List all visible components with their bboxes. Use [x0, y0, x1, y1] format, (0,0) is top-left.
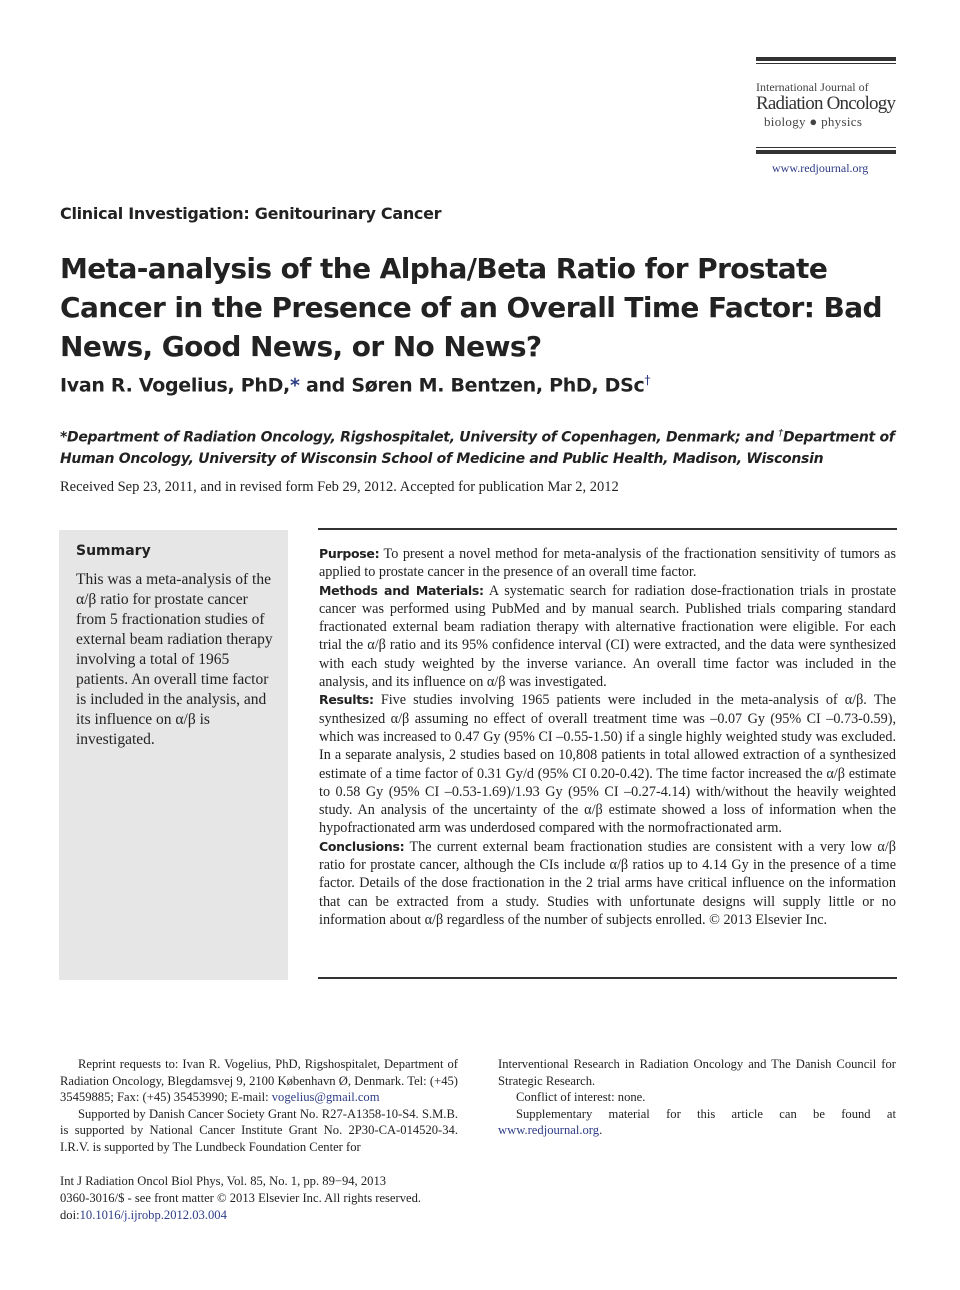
purpose-text: To present a novel method for meta-analysis of the fractionation sensitivity of tumors as applied to prostate cancer in the presence of an overall time factor.	[319, 546, 896, 581]
summary-heading: Summary	[76, 543, 151, 559]
reprint-text: Reprint requests to: Ivan R. Vogelius, PhD, Rigshospitalet, Department of Radiation Oncology, Blegdamsvej 9, 2100 København Ø, Denmark. Tel: (+45) 35459885; Fax: (+45) 35453990; E-mail:	[60, 1057, 458, 1105]
abstract-results	[319, 691, 896, 837]
masthead-rule-bottom	[756, 150, 896, 154]
results-text: Five studies involving 1965 patients were included in the meta-analysis of α/β. The synthesized α/β assuming no effect of overall treatment time was –0.07 Gy (95% CI –0.73-0.59), which was increased to 0.47 Gy (95% CI –0.55-1.50) if a single highly weighted study was excluded. In a separate analysis, 2 studies based on 10,808 patients in total allowed extraction of a synthesized estimate of a time factor of 0.31 Gy/d (95% CI 0.20-0.42). The time factor increased the α/β estimate to 0.58 Gy (95% CI –0.53-1.69)/1.93 Gy (95% CI –0.27-4.14) with/without the heavily weighted study. An analysis of the uncertainty of the α/β estimate showed a loss of information when the hypofractionated arm was underdosed compared with the normofractionated arm.	[319, 692, 896, 837]
support-footnote-continued: Interventional Research in Radiation Oncology and The Danish Council for Strategic Research.	[498, 1057, 896, 1088]
author-affiliation-mark[interactable]: *	[289, 374, 300, 397]
footnotes-right	[498, 1056, 896, 1139]
journal-url-link[interactable]: www.redjournal.org	[772, 161, 869, 175]
masthead-rule-top	[756, 57, 896, 61]
affiliations	[60, 423, 905, 470]
article-title: Meta-analysis of the Alpha/Beta Ratio for Prostate Cancer in the Presence of an Overall Time Factor: Bad News, Good News, or No News?	[60, 252, 882, 363]
conclusions-text: The current external beam fractionation studies are consistent with a very low α/β ratio for prostate cancer, although the CIs include α/β ratios up to 4.14 Gy in the presence of a time factor. Details of the dose fractionation in the 2 trial arms have critical influence on the information that can be extracted from a study. Studies with unfortunate designs will supply little or no information about α/β regardless of the number of subjects enrolled. © 2013 Elsevier Inc.	[319, 838, 896, 928]
journal-name-line2: Radiation Oncology	[756, 93, 896, 114]
author-vogelius: Ivan R. Vogelius, PhD,	[60, 374, 290, 397]
affiliation-part2: Department of Human Oncology, University of Wisconsin School of Medicine and Public Health, Madison, Wisconsin	[60, 429, 895, 467]
abstract-rule-bottom	[318, 977, 897, 979]
doi-link[interactable]: 10.1016/j.ijrobp.2012.03.004	[79, 1207, 227, 1222]
journal-name-line3: biology ● physics	[764, 114, 863, 129]
journal-name-line1: International Journal of	[756, 80, 869, 94]
affiliation-dagger: †	[778, 428, 783, 439]
reprint-footnote	[60, 1056, 458, 1106]
methods-label: Methods and Materials:	[319, 582, 484, 598]
author-bentzen: Søren M. Bentzen, PhD, DSc	[351, 374, 645, 397]
abstract-conclusions	[319, 838, 896, 929]
footnotes-left	[60, 1056, 458, 1156]
author-affiliation-mark[interactable]: †	[644, 373, 651, 387]
received-dates: Received Sep 23, 2011, and in revised form Feb 29, 2012. Accepted for publication Mar 2, 2012	[60, 479, 619, 495]
abstract-rule-top	[318, 528, 897, 530]
supplementary-link[interactable]: www.redjournal.org	[498, 1123, 600, 1138]
citation-journal: Int J Radiation Oncol Biol Phys, Vol. 85, No. 1, pp. 89−94, 2013	[60, 1174, 387, 1188]
summary-text: This was a meta-analysis of the α/β ratio for prostate cancer from 5 fractionation studies of external beam radiation therapy involving a total of 1965 patients. An overall time factor is included in the analysis, and its influence on α/β is investigated.	[76, 571, 273, 748]
supplementary-footnote	[498, 1106, 896, 1139]
masthead-rule-bottom-thin	[756, 147, 896, 148]
supplementary-text: Supplementary material for this article can be found at	[516, 1106, 896, 1121]
citation-doi	[60, 1207, 421, 1224]
affiliation-part1: *Department of Radiation Oncology, Rigshospitalet, University of Copenhagen, Denmark; and	[60, 429, 779, 446]
author-conjunction: and	[299, 374, 352, 397]
abstract-methods	[319, 582, 896, 692]
citation-copyright: 0360-3016/$ - see front matter © 2013 Elsevier Inc. All rights reserved.	[60, 1190, 422, 1205]
abstract-purpose	[319, 545, 896, 582]
supplementary-end: .	[599, 1123, 603, 1138]
citation-block	[60, 1173, 421, 1223]
author-list	[60, 373, 650, 396]
results-label: Results:	[319, 692, 374, 708]
methods-text: A systematic search for radiation dose-fractionation trials in prostate cancer was performed using PubMed and by manual search. Published trials comparing standard fractionated external beam radiation therapy with alternative fractionation were eligible. For each trial the α/β ratio and its 95% confidence interval (CI) were extracted, and the data were synthesized with each study weighted by the inverse variance. An overall time factor was included in the analysis, and its influence on α/β was investigated.	[319, 582, 896, 691]
abstract	[319, 545, 896, 929]
masthead-rule-top-thin	[756, 63, 896, 64]
support-footnote: Supported by Danish Cancer Society Grant No. R27-A1358-10-S4. S.M.B. is supported by National Cancer Institute Grant No. 2P30-CA-014520-34. I.R.V. is supported by The Lundbeck Foundation Center for	[60, 1106, 458, 1154]
conflict-footnote: Conflict of interest: none.	[516, 1090, 646, 1105]
conclusions-label: Conclusions:	[319, 838, 405, 854]
section-label: Clinical Investigation: Genitourinary Cancer	[60, 204, 442, 223]
doi-label: doi:	[60, 1207, 80, 1222]
purpose-label: Purpose:	[319, 546, 380, 561]
author-email-link[interactable]: vogelius@gmail.com	[271, 1090, 380, 1105]
